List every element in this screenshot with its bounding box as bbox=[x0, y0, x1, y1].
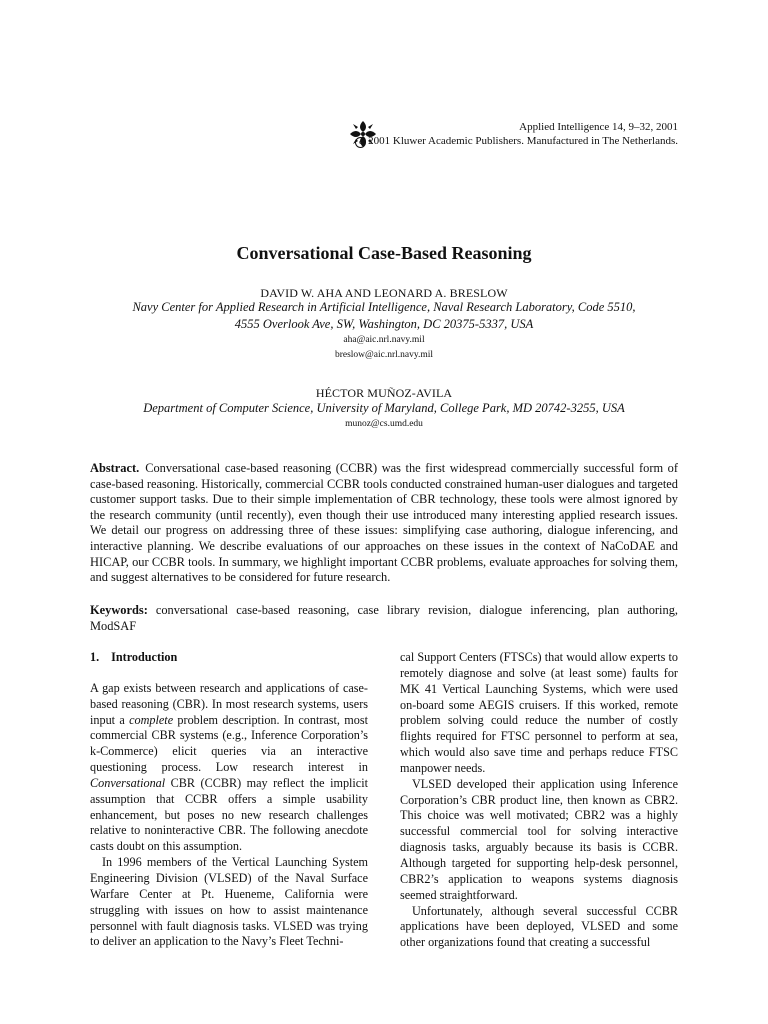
intro-paragraph-1 bbox=[90, 681, 368, 855]
journal-header bbox=[345, 118, 680, 152]
abstract bbox=[90, 461, 678, 586]
intro-p1-text-b: problem description. In contrast, most commercial CBR systems (e.g., Inference Corporation’s k-Commerce) elicit queries via an interactive questioning process. Low research interest in bbox=[90, 712, 368, 775]
section-number: 1. bbox=[90, 650, 100, 664]
keywords bbox=[90, 603, 678, 634]
copyright-notice bbox=[355, 135, 678, 148]
copyright-text: 2001 Kluwer Academic Publishers. Manufactured in The Netherlands. bbox=[368, 135, 678, 147]
author-email-aha: aha@aic.nrl.navy.mil bbox=[343, 335, 425, 345]
left-column bbox=[90, 650, 368, 950]
paper-title: Conversational Case-Based Reasoning bbox=[236, 243, 532, 263]
right-column bbox=[400, 650, 678, 951]
author-email-munoz: munoz@cs.umd.edu bbox=[345, 419, 423, 429]
copyright-icon: c bbox=[355, 137, 366, 148]
abstract-text: Conversational case-based reasoning (CCBR) was the first widespread commercially successful form of case-based reasoning. Historically, commercial CCBR tools conducted constrained human-user dialogues and targeted customer support tasks. Due to their simple implementation of CBR technology, these tools were almost ignored by the research community (until recently), even though their use introduced many interesting applied research issues. We detail our progress on addressing three of these issues: simplifying case authoring, dialogue inferencing, and interactive planning. We describe evaluations of our approaches on these issues in the context of NaCoDAE and HICAP, our CCBR tools. In summary, we highlight important CCBR problems, evaluate approaches for solving them, and suggest alternatives to be considered for future research. bbox=[90, 461, 678, 585]
intro-paragraph-4: Unfortunately, although several successful CCBR applications have been deployed, VLSED and some other organizations found that creating a successful bbox=[400, 903, 678, 950]
keywords-text: conversational case-based reasoning, case library revision, dialogue inferencing, plan authoring, ModSAF bbox=[90, 603, 678, 633]
intro-paragraph-2: In 1996 members of the Vertical Launching System Engineering Division (VLSED) of the Naval Surface Warfare Center at Pt. Hueneme, California were struggling with issues on how to assist maintenance personnel with fault diagnosis tasks. VLSED was trying to deliver an application to the Navy’s Fleet Techni- bbox=[90, 855, 368, 949]
intro-p1-text-a: A gap exists between research and applications of case-based reasoning (CBR). In most research systems, users input a bbox=[90, 680, 368, 727]
affiliation-1-line-1: Navy Center for Applied Research in Artificial Intelligence, Naval Research Laboratory, Code 5510, bbox=[132, 300, 636, 314]
section-title: Introduction bbox=[111, 650, 178, 664]
keywords-label: Keywords: bbox=[90, 603, 148, 617]
intro-p1-emphasis-complete: complete bbox=[129, 712, 174, 727]
abstract-label: Abstract. bbox=[90, 461, 140, 475]
author-names-1: DAVID W. AHA AND LEONARD A. BRESLOW bbox=[260, 286, 508, 300]
intro-paragraph-3: VLSED developed their application using Inference Corporation’s CBR product line, then known as CBR2. This choice was well motivated; CBR2 was a highly successful commercial tool for solving interactive diagnosis tasks, arguably because its basis is CCBR. Although targeted for supporting help-desk personnel, CBR2’s application to weapons systems diagnosis seemed straightforward. bbox=[400, 776, 678, 902]
intro-p1-emphasis-conversational: Conversational bbox=[90, 775, 166, 790]
intro-p1-text-c: CBR (CCBR) may reflect the implicit assumption that CCBR offers a simple usability enhancement, but poses no new research challenges relative to noninteractive CBR. The following anecdote casts doubt on this assumption. bbox=[90, 775, 368, 854]
affiliation-2: Department of Computer Science, University of Maryland, College Park, MD 20742-3255, USA bbox=[143, 401, 625, 415]
affiliation-1-line-2: 4555 Overlook Ave, SW, Washington, DC 20375-5337, USA bbox=[234, 317, 534, 331]
journal-citation: Applied Intelligence 14, 9–32, 2001 bbox=[519, 121, 678, 133]
author-email-breslow: breslow@aic.nrl.navy.mil bbox=[334, 350, 434, 360]
intro-paragraph-2-continued: cal Support Centers (FTSCs) that would allow experts to remotely diagnose and solve (at least some) faults for MK 41 Vertical Launching Systems, which were used on-board some AEGIS cruisers. If this worked, remote problem solving could reduce the number of costly flights required for FTSC personnel to perform at sea, which would also save time and perhaps reduce FTSC manpower needs. bbox=[400, 650, 678, 775]
section-heading bbox=[90, 650, 368, 666]
author-names-2: HÉCTOR MUÑOZ-AVILA bbox=[315, 386, 453, 400]
